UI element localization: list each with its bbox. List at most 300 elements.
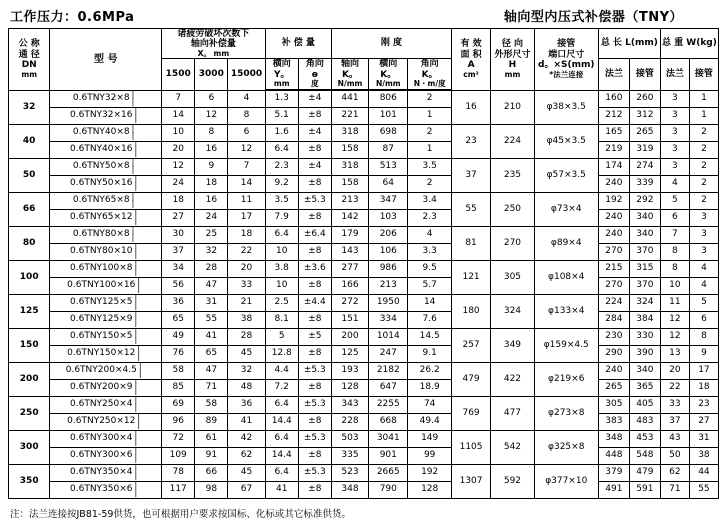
cell-model [50,209,162,226]
cell-area: 1105 [451,430,490,464]
cell-fatigue-15000: 36 [228,396,265,413]
cell-comp-lateral: 6.4 [265,396,298,413]
cell-height: 349 [491,328,534,362]
cell-stiff-lateral: 334 [369,311,408,328]
model-text: 0.6TNY150×5 [70,331,133,342]
cell-length-pipe: 339 [629,175,660,192]
cell-stiff-axial: 200 [331,328,368,345]
cell-length-flange: 240 [598,175,629,192]
brace-icon: | | [134,259,138,276]
cell-fatigue-1500: 27 [162,209,195,226]
cell-stiff-lateral: 513 [369,158,408,175]
cell-dn: 250 [9,396,50,430]
cell-dn: 125 [9,294,50,328]
cell-weight-flange: 43 [660,430,689,447]
cell-height: 250 [491,192,534,226]
table-row [9,124,719,141]
page-header [0,0,727,28]
cell-stiff-axial: 193 [331,362,368,379]
cell-joint: φ159×4.5 [534,328,598,362]
brace-icon: | | [134,463,138,480]
cell-length-flange: 284 [598,311,629,328]
cell-stiff-lateral: 901 [369,447,408,464]
cell-weight-pipe: 2 [689,158,718,175]
cell-fatigue-1500: 34 [162,260,195,277]
brace-icon: | | [131,225,135,242]
cell-length-flange: 348 [598,430,629,447]
cell-dn: 50 [9,158,50,192]
cell-fatigue-3000: 58 [195,396,228,413]
cell-fatigue-3000: 9 [195,158,228,175]
cell-length-flange: 448 [598,447,629,464]
cell-length-pipe: 274 [629,158,660,175]
cell-comp-angular: ±3.6 [298,260,331,277]
cell-stiff-lateral: 247 [369,345,408,362]
cell-fatigue-15000: 20 [228,260,265,277]
cell-comp-lateral: 5.1 [265,107,298,124]
cell-model [50,311,162,328]
brace-icon: | | [134,395,138,412]
cell-fatigue-1500: 37 [162,243,195,260]
cell-dn: 100 [9,260,50,294]
cell-fatigue-1500: 36 [162,294,195,311]
cell-fatigue-15000: 22 [228,243,265,260]
cell-weight-pipe: 23 [689,396,718,413]
cell-stiff-angular: 128 [408,481,451,498]
col-area: 有 效 面 积 A cm² [451,29,490,91]
cell-area: 121 [451,260,490,294]
col-stiffness-group: 刚 度 [331,29,451,59]
model-text: 0.6TNY200×9 [70,382,133,393]
cell-length-pipe: 265 [629,124,660,141]
cell-comp-angular: ±8 [298,107,331,124]
cell-stiff-angular: 3.3 [408,243,451,260]
table-row [9,277,719,294]
cell-model [50,396,162,413]
cell-stiff-axial: 318 [331,158,368,175]
cell-comp-lateral: 8.1 [265,311,298,328]
cell-stiff-axial: 143 [331,243,368,260]
cell-weight-pipe: 4 [689,277,718,294]
brace-icon: | | [131,89,135,106]
cell-fatigue-15000: 42 [228,430,265,447]
cell-stiff-angular: 192 [408,464,451,481]
table-row [9,396,719,413]
col-joint: 接管 端口尺寸 d。×S(mm) *法兰连接 [534,29,598,91]
working-pressure: 工作压力：0.6MPa [10,10,135,25]
cell-stiff-angular: 1 [408,141,451,158]
cell-joint: φ219×6 [534,362,598,396]
cell-weight-pipe: 44 [689,464,718,481]
cell-weight-flange: 50 [660,447,689,464]
cell-stiff-angular: 7.6 [408,311,451,328]
cell-stiff-axial: 125 [331,345,368,362]
table-row [9,107,719,124]
cell-stiff-axial: 277 [331,260,368,277]
model-text: 0.6TNY125×5 [70,297,133,308]
col-height: 径 向 外形尺寸 H mm [491,29,534,91]
brace-icon: | | [138,361,142,378]
cell-model [50,379,162,396]
cell-length-flange: 215 [598,260,629,277]
model-text: 0.6TNY32×8 [72,93,130,104]
table-row [9,328,719,345]
brace-icon: | | [134,327,138,344]
cell-stiff-axial: 441 [331,90,368,107]
cell-area: 23 [451,124,490,158]
cell-fatigue-3000: 28 [195,260,228,277]
table-row [9,345,719,362]
cell-weight-pipe: 4 [689,260,718,277]
brace-icon: | | [134,480,138,497]
col-stiff-angular: 角向 K。 N・m/度 [408,59,451,89]
cell-weight-pipe: 55 [689,481,718,498]
cell-weight-pipe: 6 [689,311,718,328]
cell-fatigue-15000: 41 [228,413,265,430]
model-text: 0.6TNY50×8 [72,161,130,172]
cell-weight-pipe: 2 [689,192,718,209]
table-row [9,379,719,396]
cell-comp-angular: ±5.3 [298,192,331,209]
brace-icon: | | [134,446,138,463]
cell-length-pipe: 453 [629,430,660,447]
cell-length-flange: 230 [598,328,629,345]
cell-fatigue-3000: 6 [195,90,228,107]
cell-comp-lateral: 6.4 [265,430,298,447]
cell-comp-lateral: 9.2 [265,175,298,192]
table-row [9,413,719,430]
brace-icon: | | [134,242,138,259]
cell-stiff-angular: 99 [408,447,451,464]
cell-comp-angular: ±8 [298,141,331,158]
cell-stiff-axial: 221 [331,107,368,124]
cell-stiff-angular: 14 [408,294,451,311]
cell-weight-flange: 3 [660,90,689,107]
cell-weight-flange: 3 [660,158,689,175]
cell-comp-angular: ±8 [298,481,331,498]
cell-stiff-lateral: 2665 [369,464,408,481]
cell-fatigue-15000: 11 [228,192,265,209]
table-row [9,192,719,209]
cell-weight-flange: 6 [660,209,689,226]
cell-stiff-axial: 213 [331,192,368,209]
cell-joint: φ57×3.5 [534,158,598,192]
cell-stiff-angular: 9.1 [408,345,451,362]
model-text: 0.6TNY100×16 [67,280,136,291]
model-text: 0.6TNY350×4 [70,467,133,478]
cell-length-pipe: 330 [629,328,660,345]
cell-stiff-lateral: 3041 [369,430,408,447]
cell-comp-angular: ±5 [298,328,331,345]
cell-dn: 350 [9,464,50,498]
cell-weight-pipe: 3 [689,209,718,226]
brace-icon: | | [134,429,138,446]
cell-fatigue-1500: 24 [162,175,195,192]
cell-height: 305 [491,260,534,294]
cell-model [50,90,162,107]
cell-length-flange: 240 [598,209,629,226]
cell-fatigue-1500: 78 [162,464,195,481]
cell-comp-lateral: 2.5 [265,294,298,311]
cell-weight-flange: 71 [660,481,689,498]
table-row [9,90,719,107]
cell-weight-pipe: 2 [689,124,718,141]
cell-fatigue-1500: 65 [162,311,195,328]
cell-model [50,124,162,141]
cell-fatigue-15000: 32 [228,362,265,379]
cell-weight-pipe: 8 [689,328,718,345]
cell-height: 270 [491,226,534,260]
cell-fatigue-15000: 45 [228,345,265,362]
cell-joint: φ73×4 [534,192,598,226]
page-title: 轴向型内压式补偿器（TNY） [503,10,683,25]
cell-dn: 150 [9,328,50,362]
model-text: 0.6TNY250×12 [67,416,136,427]
col-stiff-lateral: 横向 K。 N/mm [369,59,408,89]
cell-model [50,192,162,209]
table-row [9,464,719,481]
cell-dn: 40 [9,124,50,158]
cell-comp-angular: ±5.3 [298,430,331,447]
cell-length-pipe: 340 [629,226,660,243]
cell-stiff-angular: 49.4 [408,413,451,430]
cell-weight-flange: 20 [660,362,689,379]
cell-weight-pipe: 1 [689,107,718,124]
cell-length-flange: 240 [598,226,629,243]
cell-joint: φ273×8 [534,396,598,430]
cell-fatigue-15000: 62 [228,447,265,464]
cell-stiff-axial: 128 [331,379,368,396]
cell-stiff-axial: 151 [331,311,368,328]
cell-stiff-axial: 348 [331,481,368,498]
cell-stiff-axial: 318 [331,124,368,141]
model-text: 0.6TNY65×12 [70,212,133,223]
cell-dn: 300 [9,430,50,464]
cell-stiff-angular: 5.7 [408,277,451,294]
cell-length-flange: 192 [598,192,629,209]
cell-comp-lateral: 12.8 [265,345,298,362]
cell-weight-pipe: 38 [689,447,718,464]
table-row [9,260,719,277]
cell-comp-lateral: 6.4 [265,464,298,481]
cell-model [50,481,162,498]
cell-length-flange: 224 [598,294,629,311]
table-row [9,158,719,175]
cell-stiff-angular: 2 [408,175,451,192]
cell-fatigue-3000: 16 [195,192,228,209]
cell-fatigue-1500: 7 [162,90,195,107]
cell-weight-flange: 5 [660,192,689,209]
col-length-flange: 法兰 [598,59,629,90]
cell-length-pipe: 390 [629,345,660,362]
cell-fatigue-3000: 32 [195,243,228,260]
cell-stiff-axial: 343 [331,396,368,413]
cell-dn: 66 [9,192,50,226]
cell-fatigue-3000: 18 [195,175,228,192]
cell-stiff-axial: 272 [331,294,368,311]
cell-comp-angular: ±4 [298,124,331,141]
cell-joint: φ108×4 [534,260,598,294]
cell-length-flange: 491 [598,481,629,498]
col-fatigue-3000: 3000 [195,59,228,90]
cell-stiff-axial: 158 [331,175,368,192]
cell-fatigue-3000: 25 [195,226,228,243]
brace-icon: | | [137,412,141,429]
cell-weight-pipe: 3 [689,226,718,243]
cell-length-pipe: 479 [629,464,660,481]
cell-height: 542 [491,430,534,464]
cell-fatigue-15000: 67 [228,481,265,498]
brace-icon: | | [134,378,138,395]
cell-comp-lateral: 10 [265,243,298,260]
cell-stiff-angular: 149 [408,430,451,447]
brace-icon: | | [131,157,135,174]
cell-area: 37 [451,158,490,192]
cell-weight-flange: 8 [660,260,689,277]
cell-stiff-lateral: 64 [369,175,408,192]
cell-fatigue-15000: 38 [228,311,265,328]
cell-stiff-angular: 3.5 [408,158,451,175]
cell-fatigue-1500: 12 [162,158,195,175]
cell-weight-flange: 12 [660,328,689,345]
col-fatigue-15000: 15000 [228,59,265,90]
cell-fatigue-15000: 7 [228,158,265,175]
cell-comp-angular: ±8 [298,175,331,192]
cell-length-pipe: 319 [629,141,660,158]
cell-weight-pipe: 2 [689,141,718,158]
cell-length-pipe: 292 [629,192,660,209]
cell-length-pipe: 591 [629,481,660,498]
cell-height: 224 [491,124,534,158]
cell-length-pipe: 483 [629,413,660,430]
cell-fatigue-1500: 30 [162,226,195,243]
cell-fatigue-3000: 55 [195,311,228,328]
cell-joint: φ133×4 [534,294,598,328]
cell-dn: 200 [9,362,50,396]
model-text: 0.6TNY250×4 [70,399,133,410]
brace-icon: | | [134,106,138,123]
cell-comp-angular: ±5.3 [298,464,331,481]
cell-fatigue-15000: 18 [228,226,265,243]
cell-model [50,141,162,158]
cell-fatigue-3000: 98 [195,481,228,498]
col-model: 型 号 [50,29,162,91]
cell-comp-lateral: 41 [265,481,298,498]
cell-length-pipe: 260 [629,90,660,107]
model-text: 0.6TNY200×4.5 [65,365,137,376]
model-text: 0.6TNY50×16 [70,178,133,189]
cell-length-pipe: 365 [629,379,660,396]
cell-stiff-lateral: 647 [369,379,408,396]
cell-model [50,277,162,294]
cell-comp-lateral: 3.5 [265,192,298,209]
cell-length-flange: 219 [598,141,629,158]
cell-area: 81 [451,226,490,260]
cell-stiff-lateral: 1014 [369,328,408,345]
cell-area: 55 [451,192,490,226]
table-row [9,243,719,260]
cell-fatigue-15000: 33 [228,277,265,294]
model-text: 0.6TNY100×8 [70,263,133,274]
footnote: 注：法兰连接按JB81-59供货，也可根据用户要求按国标、化标或其它标准供货。 [10,508,351,520]
cell-stiff-lateral: 206 [369,226,408,243]
cell-stiff-lateral: 2255 [369,396,408,413]
cell-area: 1307 [451,464,490,498]
cell-comp-angular: ±8 [298,243,331,260]
table-row [9,175,719,192]
cell-height: 324 [491,294,534,328]
cell-stiff-angular: 2 [408,90,451,107]
cell-stiff-angular: 2 [408,124,451,141]
cell-fatigue-3000: 61 [195,430,228,447]
cell-fatigue-15000: 14 [228,175,265,192]
cell-model [50,328,162,345]
cell-comp-lateral: 14.4 [265,413,298,430]
cell-comp-angular: ±8 [298,447,331,464]
cell-stiff-lateral: 668 [369,413,408,430]
cell-stiff-axial: 503 [331,430,368,447]
cell-fatigue-3000: 91 [195,447,228,464]
cell-fatigue-3000: 31 [195,294,228,311]
cell-fatigue-1500: 69 [162,396,195,413]
cell-stiff-lateral: 106 [369,243,408,260]
cell-comp-angular: ±8 [298,277,331,294]
cell-weight-pipe: 9 [689,345,718,362]
cell-model [50,413,162,430]
cell-fatigue-1500: 14 [162,107,195,124]
cell-fatigue-3000: 8 [195,124,228,141]
cell-comp-lateral: 1.3 [265,90,298,107]
table-row [9,294,719,311]
brace-icon: | | [134,174,138,191]
cell-fatigue-1500: 49 [162,328,195,345]
col-length-pipe: 接管 [629,59,660,90]
cell-stiff-lateral: 87 [369,141,408,158]
cell-fatigue-3000: 47 [195,277,228,294]
cell-stiff-axial: 228 [331,413,368,430]
cell-length-flange: 240 [598,362,629,379]
col-weight-group: 总 重 W(kg) [660,29,718,59]
cell-fatigue-3000: 65 [195,345,228,362]
cell-comp-lateral: 6.4 [265,226,298,243]
model-text: 0.6TNY32×16 [70,110,133,121]
cell-length-pipe: 370 [629,243,660,260]
cell-comp-lateral: 5 [265,328,298,345]
cell-fatigue-15000: 45 [228,464,265,481]
col-stiff-axial: 轴向 K。 N/mm [331,59,368,89]
brace-icon: | | [131,123,135,140]
cell-model [50,464,162,481]
cell-model [50,294,162,311]
cell-weight-flange: 33 [660,396,689,413]
cell-length-flange: 270 [598,243,629,260]
cell-weight-pipe: 5 [689,294,718,311]
cell-fatigue-1500: 58 [162,362,195,379]
table-row [9,226,719,243]
cell-stiff-lateral: 1950 [369,294,408,311]
cell-fatigue-3000: 89 [195,413,228,430]
cell-model [50,158,162,175]
cell-stiff-angular: 26.2 [408,362,451,379]
cell-dn: 80 [9,226,50,260]
cell-fatigue-1500: 18 [162,192,195,209]
table-body [9,90,719,498]
cell-length-flange: 265 [598,379,629,396]
cell-fatigue-1500: 76 [162,345,195,362]
cell-weight-pipe: 18 [689,379,718,396]
col-comp-angular: 角向 ө 度 [298,59,331,89]
cell-length-flange: 165 [598,124,629,141]
